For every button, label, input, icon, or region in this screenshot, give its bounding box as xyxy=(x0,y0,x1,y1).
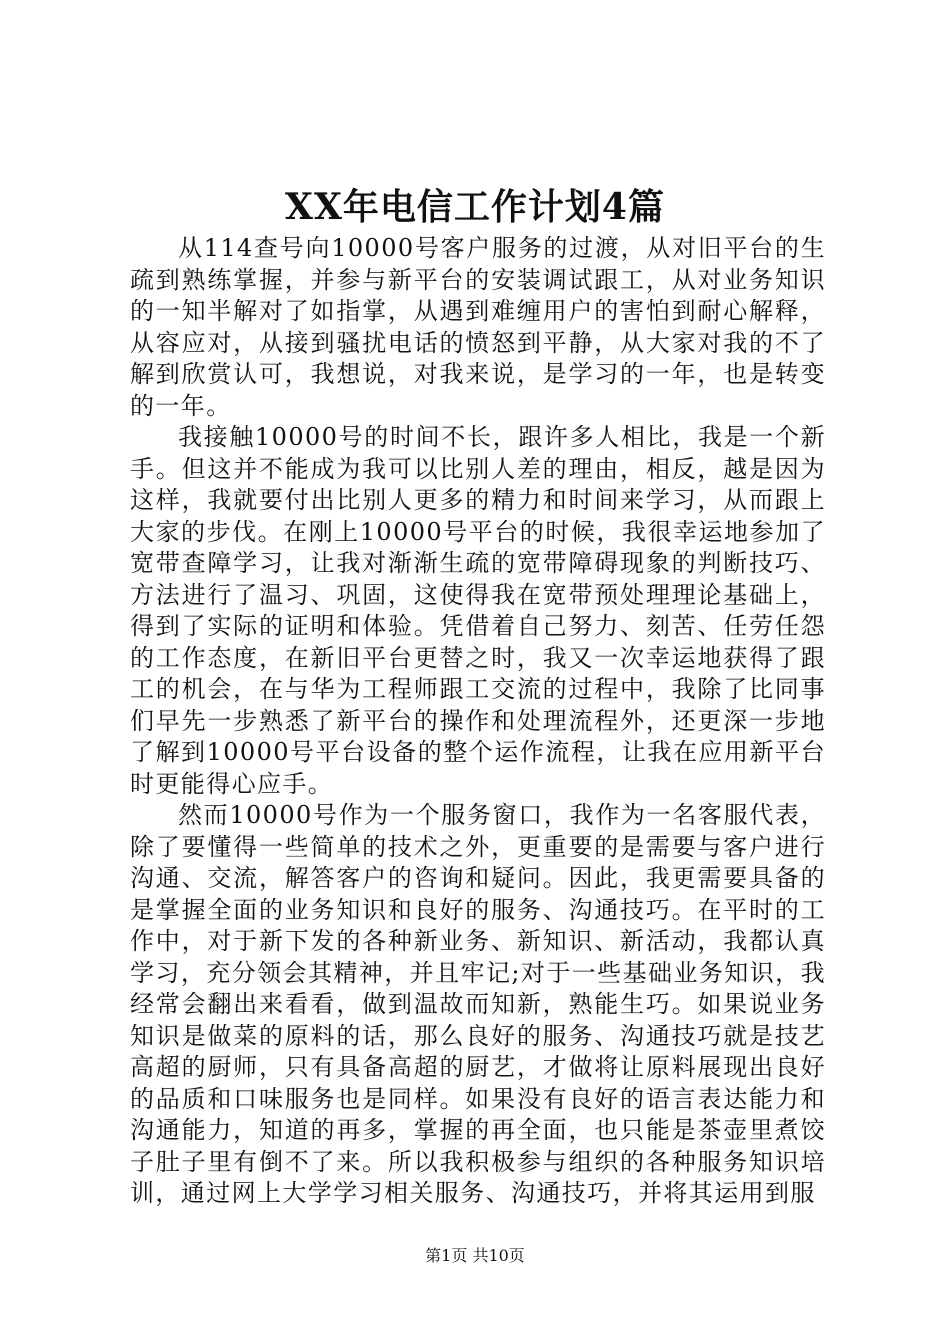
paragraph-1: 从114查号向10000号客户服务的过渡，从对旧平台的生疏到熟练掌握，并参与新平台的安装调试跟工，从对业务知识的一知半解对了如指掌，从遇到难缠用户的害怕到耐心解释，从容应对，从接到骚扰电话的愤怒到平静，从大家对我的不了解到欣赏认可，我想说，对我来说，是学习的一年，也是转变的一年。 xyxy=(130,234,826,420)
page-number-footer: 第1页 共10页 xyxy=(425,1246,525,1265)
document-title: XX年电信工作计划4篇 xyxy=(285,186,665,228)
document-body xyxy=(130,233,826,1210)
paragraph-3: 然而10000号作为一个服务窗口，我作为一名客服代表，除了要懂得一些简单的技术之外，更重要的是需要与客户进行沟通、交流，解答客户的咨询和疑问。因此，我更需要具备的是掌握全面的业务知识和良好的服务、沟通技巧。在平时的工作中，对于新下发的各种新业务、新知识、新活动，我都认真学习，充分领会其精神，并且牢记;对于一些基础业务知识，我经常会翻出来看看，做到温故而知新，熟能生巧。如果说业务知识是做菜的原料的话，那么良好的服务、沟通技巧就是技艺高超的厨师，只有具备高超的厨艺，才做将让原料展现出良好的品质和口味服务也是同样。如果没有良好的语言表达能力和沟通能力，知道的再多，掌握的再全面，也只能是茶壶里煮饺子肚子里有倒不了来。所以我积极参与组织的各种服务知识培训，通过网上大学学习相关服务、沟通技巧，并将其运用到服 xyxy=(130,801,826,1207)
paragraph-2: 我接触10000号的时间不长，跟许多人相比，我是一个新手。但这并不能成为我可以比别人差的理由，相反，越是因为这样，我就要付出比别人更多的精力和时间来学习，从而跟上大家的步伐。在刚上10000号平台的时候，我很幸运地参加了宽带查障学习，让我对渐渐生疏的宽带障碍现象的判断技巧、方法进行了温习、巩固，这使得我在宽带预处理理论基础上，得到了实际的证明和体验。凭借着自己努力、刻苦、任劳任怨的工作态度，在新旧平台更替之时，我又一次幸运地获得了跟工的机会，在与华为工程师跟工交流的过程中，我除了比同事们早先一步熟悉了新平台的操作和处理流程外，还更深一步地了解到10000号平台设备的整个运作流程，让我在应用新平台时更能得心应手。 xyxy=(130,423,826,798)
